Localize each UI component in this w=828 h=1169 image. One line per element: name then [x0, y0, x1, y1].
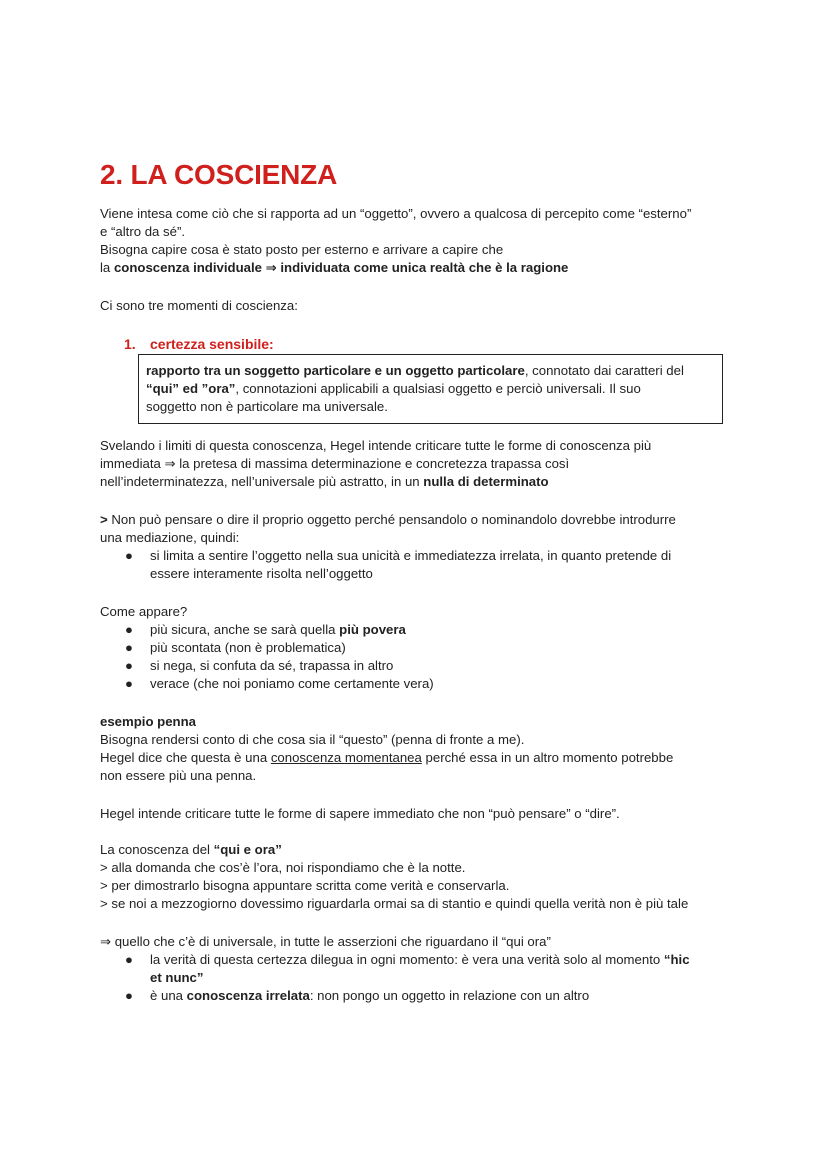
list-item: ● la verità di questa certezza dilegua in ogni momento: è vera una verità solo al momento “hic et nunc”: [125, 952, 690, 985]
list-item: ● verace (che noi poniamo come certamente vera): [125, 676, 434, 691]
list-item: ● più scontata (non è problematica): [125, 640, 346, 655]
limits-paragraph: Svelando i limiti di questa conoscenza, Hegel intende criticare tutte le forme di conoscenza più immediata ⇒ la pretesa di massima determinazione e concretezza trapassa così nell’indeterminatezza, nell’universale più astratto, in un nulla di determinato: [100, 438, 652, 489]
universal-paragraph: ⇒ quello che c’è di universale, in tutte le asserzioni che riguardano il “qui ora”: [100, 934, 551, 949]
how-appears-list: [100, 621, 740, 693]
how-appears-question: Come appare?: [100, 604, 188, 619]
definition-box: rapporto tra un soggetto particolare e un oggetto particolare, connotato dai caratteri del “qui” ed ”ora”, connotazioni applicabili a qualsiasi oggetto e perciò universali. Il suo soggetto non è particolare ma universale.: [138, 354, 723, 424]
page-title: 2. LA COSCIENZA: [100, 159, 338, 190]
list-item: ● è una conoscenza irrelata: non pongo un oggetto in relazione con un altro: [125, 988, 590, 1003]
intro-paragraph: Viene intesa come ciò che si rapporta ad un “oggetto”, ovvero a qualcosa di percepito come “esterno” e “altro da sé”. Bisogna capire cosa è stato posto per esterno e arrivare a capire che la conoscenza individuale ⇒ individuata come unica realtà che è la ragione: [100, 206, 692, 275]
critique-paragraph: Hegel intende criticare tutte le forme di sapere immediato che non “può pensare” o “dire”.: [100, 806, 620, 821]
cannot-paragraph: > Non può pensare o dire il proprio oggetto perché pensandolo o nominandolo dovrebbe introdurre una mediazione, quindi:: [100, 512, 676, 545]
list-item: ● si limita a sentire l’oggetto nella sua unicità e immediatezza irrelata, in quanto pretende di: [125, 548, 672, 563]
moments-intro: Ci sono tre momenti di coscienza:: [100, 298, 298, 313]
cannot-bullet-list: [100, 547, 740, 583]
list-item: ● più sicura, anche se sarà quella più povera: [125, 622, 406, 637]
qui-ora-paragraph: La conoscenza del “qui e ora” > alla domanda che cos’è l’ora, noi rispondiamo che è la notte. > per dimostrarlo bisogna appuntare scritta come verità e conservarla. > se noi a mezzogiorno dovessimo riguardarla ormai sa di stantio e quindi quella verità non è più tale: [100, 842, 689, 911]
section-heading-certezza: 1. certezza sensibile:: [124, 336, 274, 352]
example-section: esempio penna Bisogna rendersi conto di che cosa sia il “questo” (penna di fronte a me). Hegel dice che questa è una conoscenza momentanea perché essa in un altro momento potrebbe non essere più una penna.: [100, 714, 674, 783]
list-item: ● si nega, si confuta da sé, trapassa in altro: [125, 658, 394, 673]
list-item: essere interamente risolta nell’oggetto: [150, 566, 373, 581]
universal-list: [100, 951, 740, 1005]
